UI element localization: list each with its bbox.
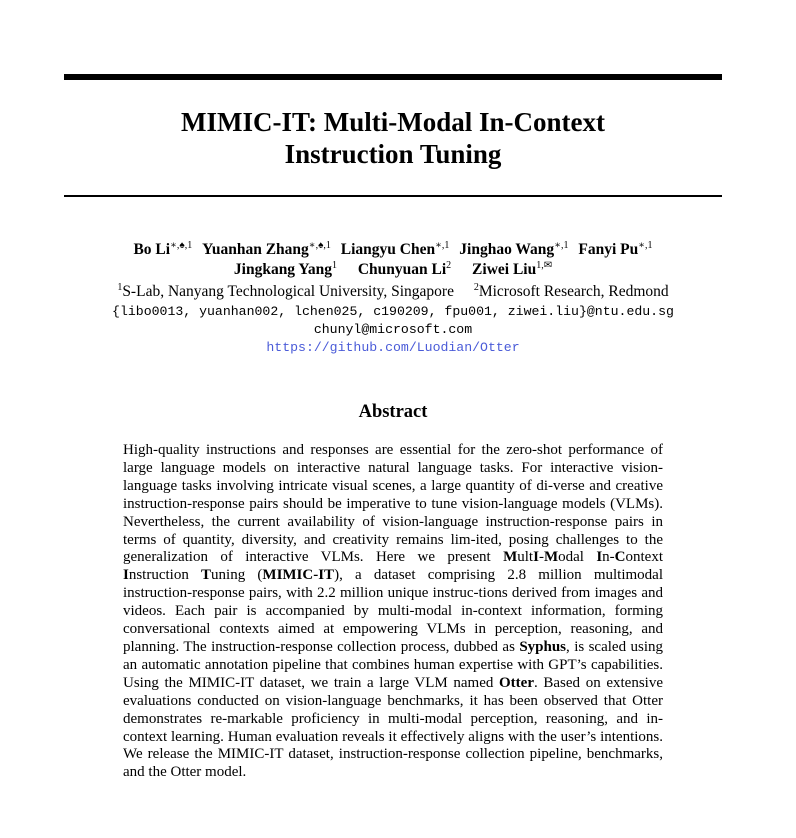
abstract-text: ult <box>517 549 534 566</box>
affiliation <box>474 283 669 300</box>
abstract-bold: I <box>533 549 539 566</box>
affiliation-text: Microsoft Research, Redmond <box>478 283 669 300</box>
author-marks: ∗,1 <box>554 239 569 251</box>
abstract-text: nstruction <box>128 567 202 584</box>
author-name: Bo Li <box>133 241 171 258</box>
title-line-1: MIMIC-IT: Multi-Modal In-Context <box>181 107 605 137</box>
abstract-text: - <box>538 549 544 566</box>
title-line-2: Instruction Tuning <box>284 139 502 169</box>
author <box>358 261 451 278</box>
abstract-text: , is scaled using an automatic annotation pipeline that combines human expertise with GPT’s capabilities. Using the MIMIC-IT dataset, we train a large VLM named <box>123 638 663 691</box>
abstract-bold: MIMIC-IT <box>262 567 335 584</box>
author-name: Liangyu Chen <box>340 241 436 258</box>
affiliations <box>64 282 722 302</box>
abstract-text: ), a dataset comprising 2.8 million multimodal instruction-response pairs, with 2.2 million unique instruc-tions derived from images and videos. Each pair is accompanied by multi-modal in-context information, forming conversational contexts aimed at empowering VLMs in perception, reasoning, and planning. The instruction-response collection process, dubbed as <box>123 567 663 655</box>
author-marks: ∗,♠,1 <box>170 239 193 251</box>
author-marks: ∗,1 <box>638 239 653 251</box>
author-line-1 <box>64 240 722 260</box>
abstract-text: . Based on extensive evaluations conducted on vision-language benchmarks, it has been observed that Otter demonstrates re-markable proficiency in multi-modal perception, reasoning, and in-context learning. Human evaluation reveals it effectively aligns with the user’s intentions. We release the MIMIC-IT dataset, instruction-response collection pipeline, benchmarks, and the Otter model. <box>123 674 663 781</box>
author <box>341 241 450 258</box>
abstract-text: n- <box>602 549 615 566</box>
author-name: Fanyi Pu <box>578 241 639 258</box>
author <box>578 241 652 258</box>
abstract-bold: I <box>123 567 129 584</box>
title-rule <box>64 195 722 197</box>
author-line-2 <box>64 260 722 280</box>
author-name: Chunyuan Li <box>357 261 447 278</box>
author-name: Jingkang Yang <box>233 261 332 278</box>
abstract-heading: Abstract <box>358 402 428 422</box>
paper-title <box>64 106 722 170</box>
author-list <box>64 240 722 280</box>
abstract-text: ontext <box>625 549 664 566</box>
author <box>133 241 192 258</box>
author-name: Ziwei Liu <box>472 261 537 278</box>
abstract-body <box>123 442 663 782</box>
abstract-text: High-quality instructions and responses are essential for the zero-shot performance of large language models on interactive natural language tasks. For interactive vision-language tasks involving intricate visual scenes, a large quantity of di-verse and creative instruction-response pairs should be imperative to tune vision-language models (VLMs). Nevertheless, the current availability of vision-language instruction-response pairs in terms of quantity, diversity, and creativity remains lim-ited, posing challenges to the generalization of interactive VLMs. Here we present <box>123 442 663 566</box>
abstract-bold: Syphus <box>519 638 567 655</box>
affiliation <box>117 283 454 300</box>
author-marks: 1,✉ <box>536 259 553 271</box>
author <box>234 261 337 278</box>
author-name: Yuanhan Zhang <box>202 241 309 258</box>
abstract-bold: C <box>614 549 626 566</box>
email-list-2: chunyl@microsoft.com <box>313 322 473 337</box>
author-marks: ∗,♠,1 <box>308 239 331 251</box>
repo-link[interactable]: https://github.com/Luodian/Otter <box>266 340 520 355</box>
abstract-bold: I <box>596 549 603 566</box>
author-marks: 1 <box>331 259 337 271</box>
top-rule <box>64 74 722 80</box>
author-name: Jinghao Wang <box>459 241 555 258</box>
abstract-bold: M <box>503 549 518 566</box>
author-marks: ∗,1 <box>435 239 450 251</box>
author-marks: 2 <box>446 259 452 271</box>
abstract-bold: Otter <box>499 674 534 691</box>
affiliation-mark: 2 <box>473 281 479 293</box>
email-list: {libo0013, yuanhan002, lchen025, c190209, fpu001, ziwei.liu}@ntu.edu.sg <box>112 304 674 319</box>
abstract-text: odal <box>558 549 597 566</box>
author <box>202 241 331 258</box>
affiliation-mark: 1 <box>117 281 123 293</box>
abstract-text: uning ( <box>211 567 263 584</box>
abstract-bold: T <box>201 567 212 584</box>
affiliation-text: S-Lab, Nanyang Technological University, Singapore <box>122 283 454 300</box>
author <box>459 241 568 258</box>
abstract-bold: M <box>543 549 559 566</box>
author <box>472 261 552 278</box>
